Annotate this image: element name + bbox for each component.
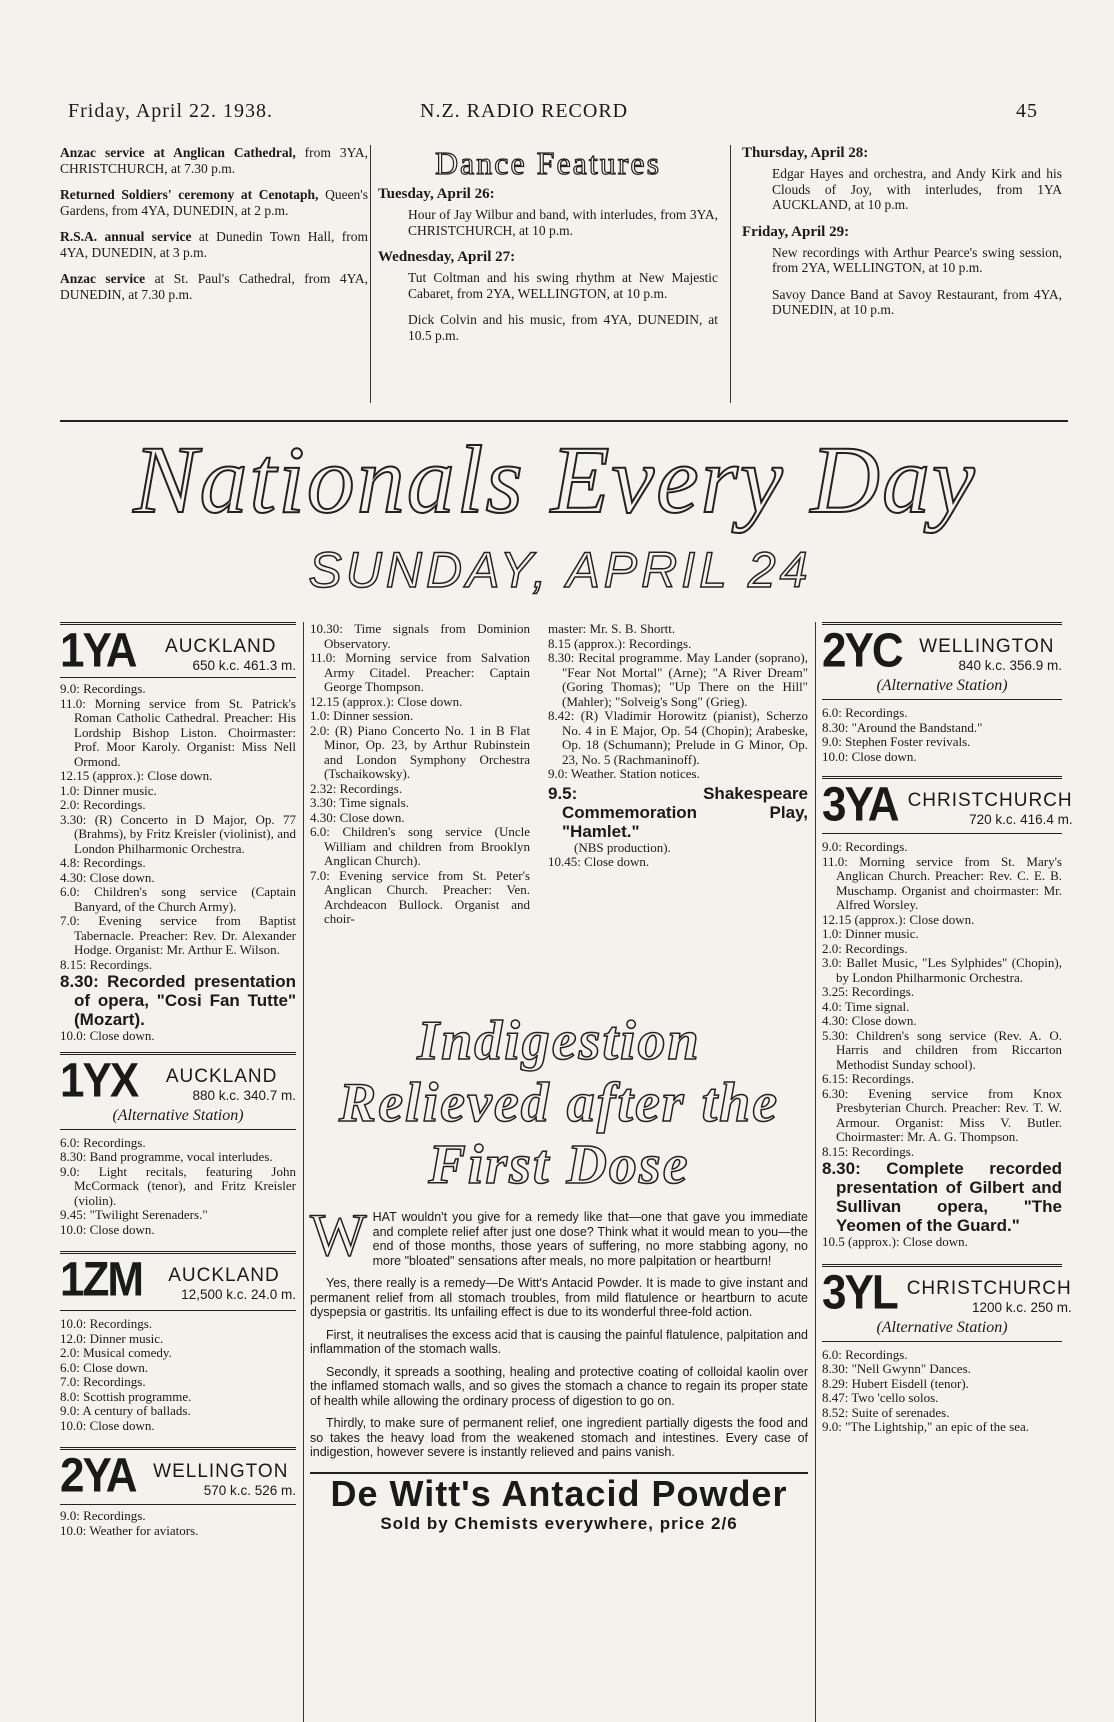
divider [815, 622, 816, 1722]
program-item: 8.30: "Around the Bandstand." [822, 719, 983, 735]
station-frequency: 650 k.c. 461.3 m. [192, 658, 296, 673]
ad-headline-line-3: First Dose [428, 1134, 690, 1196]
station-call-sign: 1YA [60, 623, 136, 678]
program-item: 8.47: Two 'cello solos. [822, 1390, 939, 1405]
program-item: 10.30: Time signals from Dominion Observatory. [310, 621, 530, 651]
program-item: 4.30: Close down. [822, 1013, 917, 1028]
program-list [60, 1509, 296, 1538]
banner-subtitle: SUNDAY, APRIL 24 [308, 542, 812, 598]
divider [730, 145, 731, 403]
program-item: 6.15: Recordings. [822, 1071, 915, 1086]
program-item: 8.30: Recital programme. May Lander (soprano), "Fear Not Mortal" (Arne); "A River Dream" (Goring Thomas); "Up There on the Hill" (Mahler); "Solveig's Song" (Grieg). [548, 650, 808, 709]
program-item: 8.29: Hubert Eisdell (tenor). [822, 1375, 969, 1391]
dance-day-thu: Thursday, April 28: Edgar Hayes and orchestra, and Andy Kirk and his Clouds of Joy, with interludes, from 1YA AUCKLAND, at 10 p.m. [742, 145, 1062, 212]
program-item: 6.0: Recordings. [822, 705, 908, 720]
program-item: 9.0: Recordings. [822, 839, 908, 854]
program-item: 11.0: Morning service from Salvation Army Citadel. Preacher: Captain George Thompson. [310, 650, 530, 694]
ad-paragraph: Secondly, it spreads a soothing, healing and protective coating of colloidal kaolin over the inflamed stomach walls, and so gives the stomach a chance to regain its proper state of health while allowing the ordinary process of digestion to go on. [310, 1364, 808, 1408]
station-frequency: 880 k.c. 340.7 m. [192, 1087, 296, 1103]
program-item: 4.30: Close down. [310, 809, 405, 825]
ad-paragraph: Yes, there really is a remedy—De Witt's Antacid Powder. It is made to give instant and permanent relief from all stomach troubles, from mild flatulence or heartburn to acute dyspepsia or gastritis. Its unfailing effect is due to its wonderful three-fold action. [310, 1276, 808, 1319]
station-2ya [60, 1447, 296, 1538]
dance-day-tue: Tuesday, April 26: Hour of Jay Wilbur and band, with interludes, from 3YA, CHRISTCHURCH, at 10 p.m. [378, 186, 718, 238]
ad-price-line: Sold by Chemists everywhere, price 2/6 [380, 1513, 738, 1533]
program-list [60, 682, 296, 972]
station-call-sign: 3YL [822, 1265, 897, 1319]
issue-date: Friday, April 22. 1938. [68, 100, 274, 122]
program-item: 7.0: Evening service from Baptist Tabernacle. Preacher: Rev. Dr. Alexander Hodge. Organist: Mr. Arthur E. Wilson. [60, 913, 296, 957]
divider [60, 420, 1068, 422]
program-list [822, 706, 1062, 764]
program-item: 10.45: Close down. [548, 854, 650, 869]
program-item: 7.0: Recordings. [60, 1374, 146, 1389]
program-item: 3.30: (R) Concerto in D Major, Op. 77 (Brahms), by Fritz Kreisler (violinist), and London Philharmonic Orchestra. [60, 811, 296, 856]
program-item: 12.0: Dinner music. [60, 1330, 164, 1346]
broadcast-listing: Returned Soldiers' ceremony at Cenotaph, Queen's Gardens, from 4YA, DUNEDIN, at 2 p.m. [60, 187, 368, 218]
program-list [310, 622, 530, 927]
broadcast-listing: Anzac service at Anglican Cathedral, from 3YA, CHRISTCHURCH, at 7.30 p.m. [60, 145, 368, 176]
program-item: 3.30: Time signals. [310, 795, 409, 810]
program-item: 10.5 (approx.): Close down. [822, 1234, 968, 1249]
station-1yx [60, 1052, 296, 1238]
program-item: 11.0: Morning service from St. Patrick's Roman Catholic Cathedral. Preacher: His Lordship Bishop Liston. Choirmaster: Prof. Moor Karoly. Organist: Miss Nell Ormond. [60, 695, 296, 769]
program-item: 9.0: Recordings. [60, 681, 146, 696]
program-item: 9.0: Weather. Station notices. [548, 766, 700, 781]
program-item: 10.0: Close down. [60, 1028, 155, 1043]
station-frequency: 1200 k.c. 250 m. [971, 1299, 1072, 1315]
station-1ya [60, 622, 296, 1044]
broadcast-listing: Anzac service at St. Paul's Cathedral, from 4YA, DUNEDIN, at 7.30 p.m. [60, 271, 368, 302]
program-item: 4.30: Close down. [60, 869, 155, 885]
program-item: 9.0: "The Lightship," an epic of the sea. [822, 1419, 1030, 1434]
station-3ya [822, 776, 1073, 1250]
program-item: 9.0: Recordings. [60, 1508, 146, 1523]
ad-headline-line-2: Relieved after the [338, 1072, 780, 1134]
station-3yl [822, 1264, 1072, 1435]
dance-day-wed: Wednesday, April 27: Tut Coltman and his swing rhythm at New Majestic Cabaret, from 2YA, WELLINGTON, at 10 p.m. Dick Colvin and his music, from 4YA, DUNEDIN, at 10.5 p.m. [378, 249, 718, 343]
program-item: 2.0: Recordings. [822, 940, 908, 956]
program-item: 9.0: A century of ballads. [60, 1403, 191, 1418]
program-item: 7.0: Evening service from St. Peter's Anglican Church. Preacher: Ven. Archdeacon Bullock. Organist and choir- [310, 867, 530, 926]
station-1zm [60, 1251, 296, 1433]
page-number: 45 [1016, 100, 1038, 122]
alternative-station-note: (Alternative Station) [112, 1106, 244, 1124]
column-1 [60, 622, 296, 1538]
dance-features-title: Dance Features [434, 145, 662, 181]
alternative-station-note: (Alternative Station) [876, 1318, 1008, 1336]
station-call-sign: 1YX [60, 1053, 138, 1107]
program-note: (NBS production). [574, 839, 671, 855]
program-item: 9.0: Light recitals, featuring John McCormack (tenor), and Fritz Kreisler (violin). [60, 1163, 296, 1208]
program-list [60, 1317, 296, 1433]
program-item: 10.0: Close down. [60, 1417, 155, 1433]
program-highlight: 8.30: Complete recorded presentation of Gilbert and Sullivan opera, "The Yeomen of the Guard." [822, 1159, 1062, 1235]
program-item: 3.25: Recordings. [822, 984, 915, 999]
anzac-listings [60, 145, 368, 313]
station-call-sign: 1ZM [60, 1252, 142, 1307]
program-list [548, 622, 808, 782]
program-item: 12.15 (approx.): Close down. [822, 911, 975, 927]
broadcast-listing: R.S.A. annual service at Dunedin Town Hall, from 4YA, DUNEDIN, at 3 p.m. [60, 229, 368, 260]
program-item: 6.0: Recordings. [822, 1346, 908, 1362]
dance-day-fri: Friday, April 29: New recordings with Arthur Pearce's swing session, from 2YA, WELLINGTON, at 10 p.m. Savoy Dance Band at Savoy Restaurant, from 4YA, DUNEDIN, at 10 p.m. [742, 223, 1062, 317]
program-item: 8.0: Scottish programme. [60, 1388, 192, 1404]
program-item: 10.0: Weather for aviators. [60, 1522, 199, 1538]
program-item: 2.32: Recordings. [310, 780, 403, 796]
program-item: 4.8: Recordings. [60, 855, 146, 870]
divider [370, 145, 371, 403]
program-item: 8.30: "Nell Gwynn" Dances. [822, 1361, 971, 1376]
program-highlight: 9.5: Shakespeare Commemoration Play, "Hamlet." [548, 783, 808, 841]
station-city: WELLINGTON [919, 636, 1055, 657]
station-frequency: 720 k.c. 416.4 m. [969, 812, 1073, 827]
program-list [822, 1348, 1062, 1435]
dance-features-continued [742, 145, 1062, 329]
station-city: WELLINGTON [153, 1461, 289, 1482]
station-city: AUCKLAND [165, 636, 277, 657]
program-item: 12.15 (approx.): Close down. [310, 693, 463, 709]
ad-headline-line-1: Indigestion [417, 1010, 701, 1072]
alternative-station-note: (Alternative Station) [876, 677, 1008, 694]
antacid-advertisement [310, 1010, 808, 1534]
program-item: 10.0: Recordings. [60, 1316, 153, 1331]
ad-paragraph: First, it neutralises the excess acid that is causing the painful flatulence, palpitation and inflammation of the stomach walls. [310, 1327, 808, 1356]
station-city: CHRISTCHURCH [906, 1277, 1072, 1299]
program-item: 2.0: Recordings. [60, 797, 146, 812]
ad-brand-name: De Witt's Antacid Powder [330, 1472, 788, 1514]
program-item: 8.15 (approx.): Recordings. [548, 635, 692, 651]
program-item: 12.15 (approx.): Close down. [60, 768, 213, 783]
program-highlight: 8.30: Recorded presentation of opera, "Cosi Fan Tutte" (Mozart). [60, 972, 296, 1029]
program-item: 8.42: (R) Vladimir Horowitz (pianist), Scherzo No. 4 in E Major, Op. 54 (Chopin); Arabeske, Op. 18 (Schumann); Prelude in G Minor, Op. 23, No. 5 (Rachmaninoff). [548, 708, 808, 767]
program-item: 8.30: Band programme, vocal interludes. [60, 1149, 273, 1164]
program-item: 11.0: Morning service from St. Mary's Anglican Church. Preacher: Rev. C. E. B. Muschamp. Organist and choirmaster: Mr. Alfred Worsley. [822, 853, 1062, 912]
program-item: 8.15: Recordings. [822, 1143, 915, 1159]
divider [303, 622, 304, 1722]
program-item: 6.0: Close down. [60, 1359, 149, 1375]
program-item: 1.0: Dinner music. [822, 926, 919, 941]
program-item: 8.52: Suite of serenades. [822, 1404, 950, 1420]
program-item: 10.0: Close down. [60, 1221, 155, 1237]
station-city: CHRISTCHURCH [907, 790, 1073, 811]
ad-paragraph: WHAT wouldn't you give for a remedy like that—one that gave you immediate and complete relief after just one dose? Think what it would mean to you—the end of those months, those years of suffering, no more stabbing agony, no more "bloated" sensations after meals, no more palpitation or heartburn! [310, 1202, 808, 1268]
program-item: 5.30: Children's song service (Rev. A. O. Harris and children from Riccarton Methodist Sunday school). [822, 1027, 1062, 1072]
station-frequency: 840 k.c. 356.9 m. [958, 658, 1062, 673]
column-3 [548, 622, 808, 870]
program-item: 8.15: Recordings. [60, 956, 153, 972]
dance-features [378, 145, 718, 354]
program-item: 9.0: Stephen Foster revivals. [822, 734, 971, 749]
program-item: 1.0: Dinner music. [60, 782, 157, 798]
ad-dropcap: W [310, 1202, 367, 1268]
station-call-sign: 2YC [822, 623, 902, 678]
program-item: 9.45: "Twilight Serenaders." [60, 1207, 208, 1222]
program-list [822, 840, 1062, 1159]
program-list [60, 1136, 296, 1238]
station-call-sign: 3YA [822, 777, 898, 832]
station-frequency: 12,500 k.c. 24.0 m. [181, 1287, 296, 1302]
program-item: 6.0: Children's song service (Captain Banyard, of the Church Army). [60, 884, 296, 914]
column-4 [822, 622, 1073, 1435]
station-call-sign: 2YA [60, 1448, 136, 1503]
station-city: AUCKLAND [168, 1265, 280, 1286]
program-item: 6.0: Children's song service (Uncle William and children from Brooklyn Anglican Church). [310, 824, 530, 868]
publication-title: N.Z. RADIO RECORD [420, 100, 629, 122]
banner-title: Nationals Every Day [133, 426, 977, 533]
program-item: 1.0: Dinner session. [310, 708, 414, 723]
program-item: 4.0: Time signal. [822, 998, 910, 1014]
program-item: 3.0: Ballet Music, "Les Sylphides" (Chopin), by London Philharmonic Orchestra. [822, 955, 1062, 985]
program-item: 6.30: Evening service from Knox Presbyterian Church. Preacher: Rev. T. W. Armour. Organist: Miss V. Butler. Choirmaster: Mr. A. G. Thompson. [822, 1085, 1062, 1144]
program-item: 6.0: Recordings. [60, 1134, 146, 1150]
program-item: master: Mr. S. B. Shortt. [548, 621, 676, 636]
station-city: AUCKLAND [165, 1065, 278, 1087]
station-2yc [822, 622, 1062, 764]
column-2 [310, 622, 530, 927]
ad-paragraph: Thirdly, to make sure of permanent relief, one ingredient partially digests the food and so takes the heavy load from the weakened stomach and intestines. Every case of indigestion, however severe is instantly relieved and pains vanish. [310, 1416, 808, 1459]
program-item: 2.0: Musical comedy. [60, 1345, 172, 1360]
station-frequency: 570 k.c. 526 m. [203, 1483, 296, 1498]
program-item: 2.0: (R) Piano Concerto No. 1 in B Flat Minor, Op. 23, by Arthur Rubinstein and London Symphony Orchestra (Tschaikowsky). [310, 722, 530, 781]
program-item: 10.0: Close down. [822, 748, 917, 764]
